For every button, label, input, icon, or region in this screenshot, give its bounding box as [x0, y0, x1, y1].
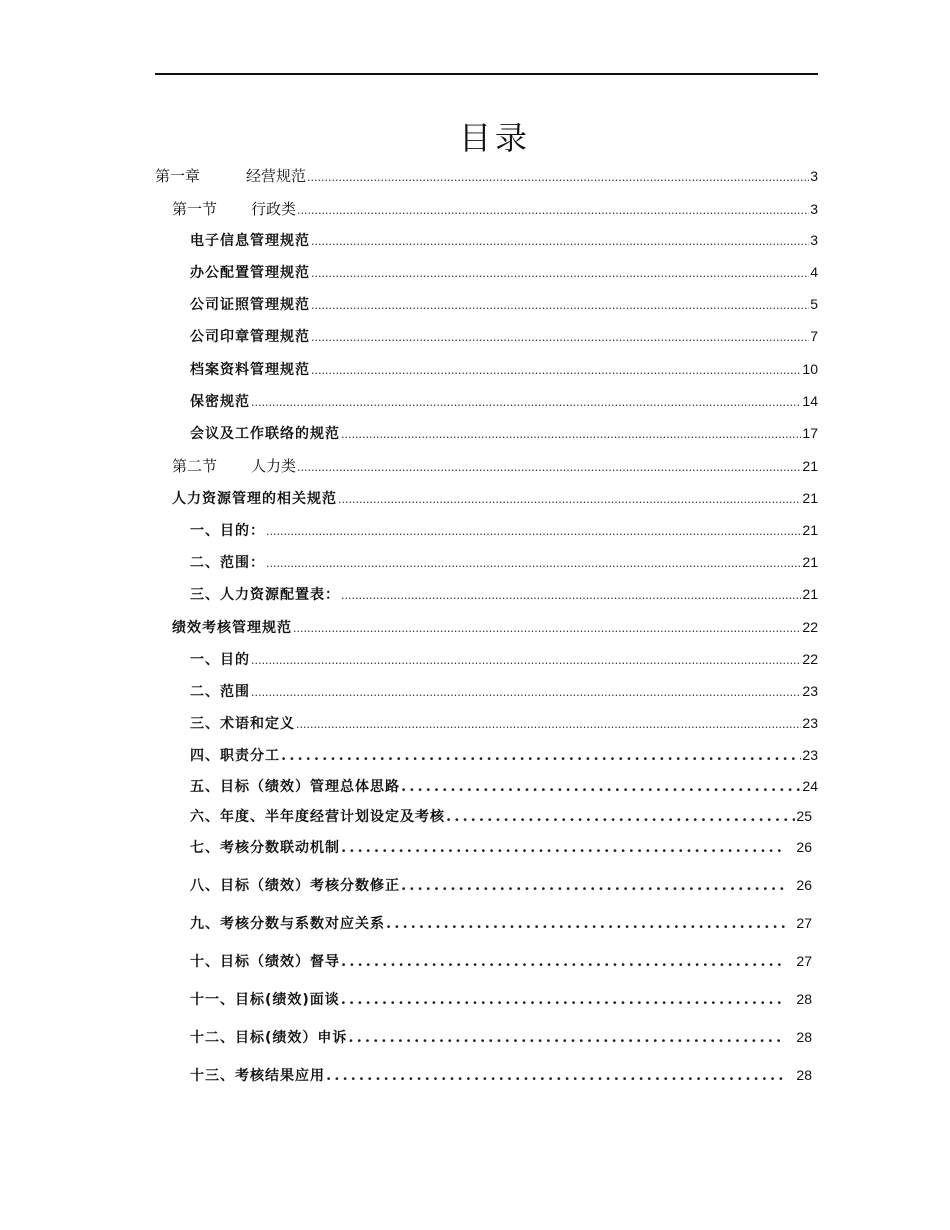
- toc-entry[interactable]: [190, 681, 818, 703]
- toc-entry-label: 公司印章管理规范: [190, 329, 310, 345]
- toc-leader-dots: [251, 650, 801, 668]
- toc-entry-label: 人力资源管理的相关规范: [172, 491, 337, 507]
- toc-entry-label: 十、目标（绩效）督导: [190, 954, 340, 970]
- toc-entry-label: 十一、目标(绩效)面谈: [190, 992, 340, 1008]
- toc-title: 目录: [458, 119, 531, 157]
- toc-entry-label: 四、职责分工: [190, 748, 280, 764]
- toc-entry[interactable]: [190, 391, 818, 413]
- toc-page-number: 17: [802, 425, 818, 441]
- toc-entry-label: 十三、考核结果应用: [190, 1068, 325, 1084]
- toc-page-number: 26: [796, 877, 812, 893]
- toc-entry-label: 五、目标（绩效）管理总体思路: [190, 779, 400, 795]
- toc-leader-dots: [341, 952, 785, 970]
- toc-page-number: 23: [802, 683, 818, 699]
- toc-entry-label: 会议及工作联络的规范: [190, 426, 340, 442]
- toc-entry-label: 二、范围: [190, 684, 250, 700]
- toc-page-number: 25: [796, 808, 812, 824]
- toc-page-number: 27: [796, 953, 812, 969]
- toc-entry[interactable]: [190, 713, 818, 735]
- toc-page-number: 28: [796, 1029, 812, 1045]
- toc-entry[interactable]: [190, 989, 812, 1011]
- toc-entry[interactable]: [172, 488, 818, 510]
- toc-entry-label: 绩效考核管理规范: [172, 620, 292, 636]
- toc-page-number: 7: [810, 328, 818, 344]
- toc-entry-label: 九、考核分数与系数对应关系: [190, 916, 385, 932]
- toc-entry-label: 公司证照管理规范: [190, 297, 310, 313]
- toc-entry[interactable]: [172, 617, 818, 639]
- toc-leader-dots: [266, 553, 801, 571]
- toc-leader-dots: [311, 263, 809, 281]
- toc-page-number: 23: [802, 747, 818, 763]
- toc-entry-label: 三、人力资源配置表：: [190, 587, 340, 603]
- toc-entry[interactable]: [190, 520, 818, 542]
- toc-page-number: 5: [810, 296, 818, 312]
- toc-leader-dots: [297, 457, 801, 475]
- toc-leader-dots: [341, 424, 801, 442]
- toc-entry[interactable]: [190, 262, 818, 284]
- toc-page-number: 26: [796, 839, 812, 855]
- toc-entry[interactable]: [190, 423, 818, 445]
- toc-entry-label: 一、目的: [190, 652, 250, 668]
- toc-entry-label: 三、术语和定义: [190, 716, 295, 732]
- toc-leader-dots: [297, 200, 809, 218]
- toc-leader-dots: [341, 838, 785, 856]
- toc-leader-dots: [266, 521, 801, 539]
- toc-page-number: 28: [796, 1067, 812, 1083]
- toc-page-number: 14: [802, 393, 818, 409]
- toc-entry-label: 电子信息管理规范: [190, 233, 310, 249]
- toc-entry[interactable]: [190, 1065, 812, 1087]
- toc-page-number: 22: [802, 619, 818, 635]
- toc-page-number: 3: [810, 232, 818, 248]
- toc-entry-label: 二、范围：: [190, 555, 265, 571]
- toc-leader-dots: [307, 167, 809, 185]
- toc-leader-dots: [341, 585, 801, 603]
- toc-page-number: 21: [802, 490, 818, 506]
- toc-page-number: 3: [810, 168, 818, 184]
- toc-leader-dots: [401, 777, 801, 795]
- toc-entry[interactable]: [190, 1027, 812, 1049]
- toc-entry[interactable]: [190, 837, 812, 859]
- toc-leader-dots: [401, 876, 785, 894]
- toc-page-number: 21: [802, 586, 818, 602]
- toc-entry[interactable]: [190, 745, 818, 767]
- toc-leader-dots: [311, 295, 809, 313]
- toc-entry[interactable]: [190, 649, 818, 671]
- toc-page-number: 27: [796, 915, 812, 931]
- toc-leader-dots: [338, 489, 801, 507]
- toc-leader-dots: [296, 714, 801, 732]
- toc-entry-label: 七、考核分数联动机制: [190, 840, 340, 856]
- toc-leader-dots: [293, 618, 801, 636]
- toc-entry-label: 行政类: [251, 200, 297, 218]
- toc-entry[interactable]: [190, 913, 812, 935]
- toc-entry[interactable]: [190, 294, 818, 316]
- toc-entry[interactable]: [190, 806, 812, 828]
- toc-entry-label: 十二、目标(绩效）申诉: [190, 1030, 348, 1046]
- toc-page-number: 24: [802, 778, 818, 794]
- toc-entry-label: 八、目标（绩效）考核分数修正: [190, 878, 400, 894]
- toc-leader-dots: [341, 990, 786, 1008]
- toc-page-number: 3: [810, 201, 818, 217]
- toc-leader-dots: [386, 914, 785, 932]
- toc-leader-dots: [311, 360, 801, 378]
- toc-leader-dots: [326, 1066, 785, 1084]
- toc-entry[interactable]: [190, 951, 812, 973]
- toc-entry-label: 保密规范: [190, 394, 250, 410]
- toc-entry-label: 一、目的：: [190, 523, 265, 539]
- toc-entry-number: 第二节: [172, 457, 218, 475]
- toc-entry-section-1[interactable]: [172, 198, 818, 220]
- toc-entry[interactable]: [190, 584, 818, 606]
- toc-entry[interactable]: [190, 359, 818, 381]
- toc-page-number: 28: [796, 991, 812, 1007]
- toc-entry[interactable]: [190, 552, 818, 574]
- toc-leader-dots: [281, 746, 801, 764]
- toc-leader-dots: [348, 1028, 785, 1046]
- toc-entry-section-2[interactable]: [172, 455, 818, 477]
- toc-entry-label: 办公配置管理规范: [190, 265, 310, 281]
- toc-leader-dots: [251, 392, 801, 410]
- toc-entry-label: 人力类: [251, 457, 297, 475]
- toc-page-number: 21: [802, 458, 818, 474]
- toc-entry[interactable]: [190, 230, 818, 252]
- toc-leader-dots: [251, 682, 801, 700]
- toc-page-number: 22: [802, 651, 818, 667]
- toc-leader-dots: [311, 231, 809, 249]
- toc-page-number: 21: [802, 554, 818, 570]
- toc-entry[interactable]: [190, 776, 818, 798]
- toc-entry-number: 第一章: [155, 167, 201, 185]
- toc-page-number: 23: [802, 715, 818, 731]
- toc-leader-dots: [446, 807, 795, 825]
- toc-entry-label: 档案资料管理规范: [190, 362, 310, 378]
- toc-entry[interactable]: [190, 875, 812, 897]
- toc-entry[interactable]: [190, 326, 818, 348]
- toc-leader-dots: [311, 327, 809, 345]
- toc-page-number: 21: [802, 522, 818, 538]
- toc-page-number: 4: [810, 264, 818, 280]
- toc-entry-number: 第一节: [172, 200, 218, 218]
- toc-page-number: 10: [802, 361, 818, 377]
- toc-entry-label: 六、年度、半年度经营计划设定及考核: [190, 809, 445, 825]
- toc-entry-label: 经营规范: [246, 167, 307, 185]
- toc-entry-chapter-1[interactable]: [155, 165, 818, 187]
